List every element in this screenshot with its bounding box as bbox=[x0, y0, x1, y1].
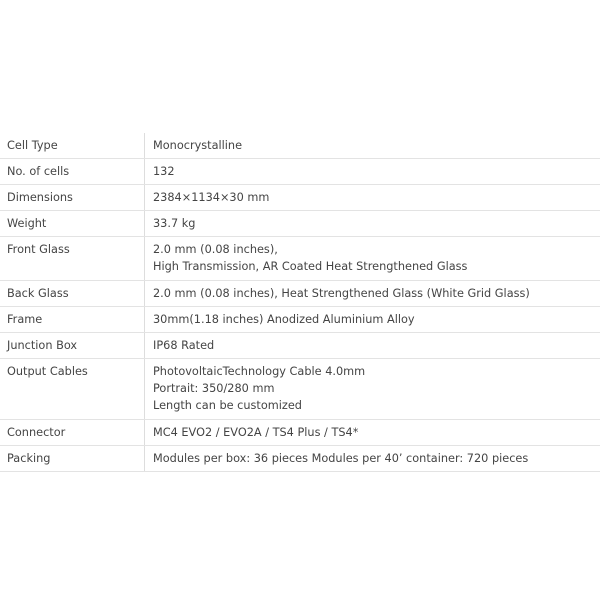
spec-value bbox=[145, 281, 600, 307]
spec-row-cell-type bbox=[0, 133, 600, 159]
spec-label: No. of cells bbox=[0, 159, 145, 185]
spec-value-line: Portrait: 350/280 mm bbox=[153, 382, 275, 395]
spec-label: Cell Type bbox=[0, 133, 145, 159]
spec-value-line: 30mm(1.18 inches) Anodized Aluminium Alloy bbox=[153, 313, 415, 326]
spec-row-connector bbox=[0, 420, 600, 446]
spec-label: Weight bbox=[0, 211, 145, 237]
spec-value bbox=[145, 333, 600, 359]
spec-value bbox=[145, 307, 600, 333]
spec-value-line: High Transmission, AR Coated Heat Strengthened Glass bbox=[153, 260, 468, 273]
spec-value-line: 2.0 mm (0.08 inches), bbox=[153, 243, 278, 256]
spec-value-line: Length can be customized bbox=[153, 399, 302, 412]
spec-value-line: MC4 EVO2 / EVO2A / TS4 Plus / TS4* bbox=[153, 426, 359, 439]
spec-label: Dimensions bbox=[0, 185, 145, 211]
spec-row-dimensions bbox=[0, 185, 600, 211]
spec-row-frame bbox=[0, 307, 600, 333]
spec-value bbox=[145, 446, 600, 472]
spec-row-weight bbox=[0, 211, 600, 237]
spec-value bbox=[145, 159, 600, 185]
spec-value-line: 33.7 kg bbox=[153, 217, 196, 230]
spec-row-junction-box bbox=[0, 333, 600, 359]
spec-row-output-cables bbox=[0, 359, 600, 420]
spec-label: Frame bbox=[0, 307, 145, 333]
spec-value-line: 2384×1134×30 mm bbox=[153, 191, 270, 204]
spec-value bbox=[145, 133, 600, 159]
spec-label: Connector bbox=[0, 420, 145, 446]
spec-value-line: 132 bbox=[153, 165, 175, 178]
spec-label: Output Cables bbox=[0, 359, 145, 420]
spec-value bbox=[145, 359, 600, 420]
spec-label: Front Glass bbox=[0, 237, 145, 281]
spec-label: Packing bbox=[0, 446, 145, 472]
spec-row-packing bbox=[0, 446, 600, 472]
spec-row-front-glass bbox=[0, 237, 600, 281]
spec-value-line: Modules per box: 36 pieces Modules per 40’ container: 720 pieces bbox=[153, 452, 529, 465]
spec-value-line: 2.0 mm (0.08 inches), Heat Strengthened Glass (White Grid Glass) bbox=[153, 287, 530, 300]
spec-value-line: PhotovoltaicTechnology Cable 4.0mm bbox=[153, 365, 366, 378]
spec-table bbox=[0, 133, 600, 472]
spec-value-line: IP68 Rated bbox=[153, 339, 215, 352]
spec-value bbox=[145, 420, 600, 446]
spec-row-back-glass bbox=[0, 281, 600, 307]
spec-label: Back Glass bbox=[0, 281, 145, 307]
spec-value bbox=[145, 211, 600, 237]
spec-value bbox=[145, 185, 600, 211]
spec-label: Junction Box bbox=[0, 333, 145, 359]
spec-value bbox=[145, 237, 600, 281]
spec-value-line: Monocrystalline bbox=[153, 139, 243, 152]
spec-row-no-of-cells bbox=[0, 159, 600, 185]
